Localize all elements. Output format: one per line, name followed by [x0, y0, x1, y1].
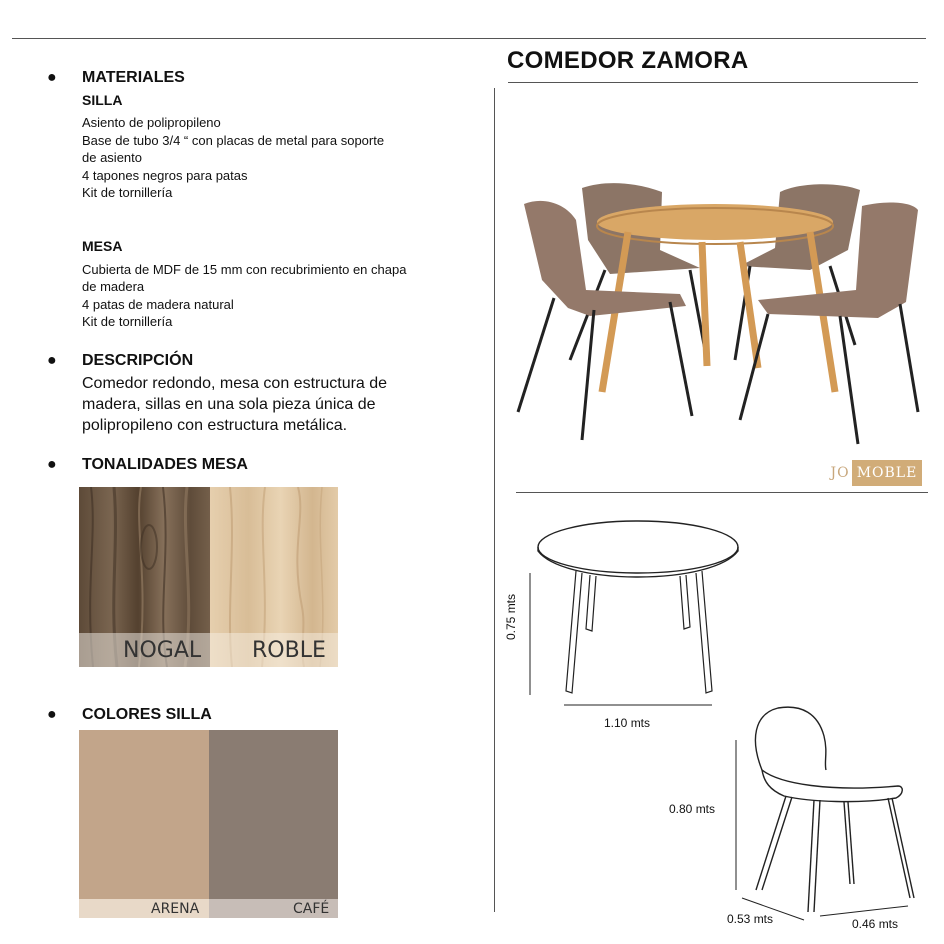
mesa-heading: MESA — [82, 238, 123, 254]
bullet: ● — [47, 706, 57, 723]
silla-heading: SILLA — [82, 92, 123, 108]
brand-logo-part1: JO — [830, 465, 850, 481]
brand-logo-part2: MOBLE — [852, 460, 922, 486]
silla-line: Base de tubo 3/4 “ con placas de metal para soporte — [82, 133, 385, 148]
descripcion-line: polipropileno con estructura metálica. — [82, 417, 348, 434]
mesa-line: 4 patas de madera natural — [82, 297, 234, 312]
title-underline — [508, 82, 918, 83]
descripcion-line: madera, sillas en una sola pieza única de — [82, 396, 376, 413]
mesa-line: Cubierta de MDF de 15 mm con recubrimiento en chapa — [82, 262, 407, 277]
dining-set-image — [510, 170, 930, 460]
silla-line: Asiento de polipropileno — [82, 115, 221, 130]
table-line-drawing — [520, 515, 760, 715]
tonalidades-heading: TONALIDADES MESA — [82, 456, 248, 473]
mesa-line: Kit de tornillería — [82, 314, 173, 329]
swatch-roble — [210, 487, 338, 667]
silla-line: de asiento — [82, 150, 142, 165]
cafe-label: CAFÉ — [293, 901, 330, 917]
swatch-cafe — [209, 730, 338, 918]
descripcion-line: Comedor redondo, mesa con estructura de — [82, 375, 388, 392]
bullet: ● — [47, 69, 57, 86]
silla-line: Kit de tornillería — [82, 185, 173, 200]
column-divider — [494, 88, 495, 912]
bullet: ● — [47, 352, 57, 369]
chair-width-label: 0.46 mts — [852, 917, 899, 931]
descripcion-heading: DESCRIPCIÓN — [82, 352, 194, 369]
materiales-heading: MATERIALES — [82, 69, 185, 86]
nogal-label: NOGAL — [123, 638, 202, 663]
table-diameter-label: 1.10 mts — [604, 716, 651, 730]
top-divider — [12, 38, 926, 39]
silla-line: 4 tapones negros para patas — [82, 168, 248, 183]
arena-label: ARENA — [151, 901, 200, 917]
chair-height-label: 0.80 mts — [669, 802, 716, 816]
bullet: ● — [47, 456, 57, 473]
image-divider — [516, 492, 928, 493]
page-title: COMEDOR ZAMORA — [507, 47, 749, 74]
swatch-nogal — [79, 487, 210, 667]
table-height-label: 0.75 mts — [504, 593, 518, 640]
chair-depth-label: 0.53 mts — [727, 912, 774, 926]
roble-label: ROBLE — [252, 638, 326, 663]
colores-heading: COLORES SILLA — [82, 706, 212, 723]
chair-line-drawing — [720, 700, 930, 930]
swatch-arena — [79, 730, 209, 918]
mesa-line: de madera — [82, 279, 145, 294]
